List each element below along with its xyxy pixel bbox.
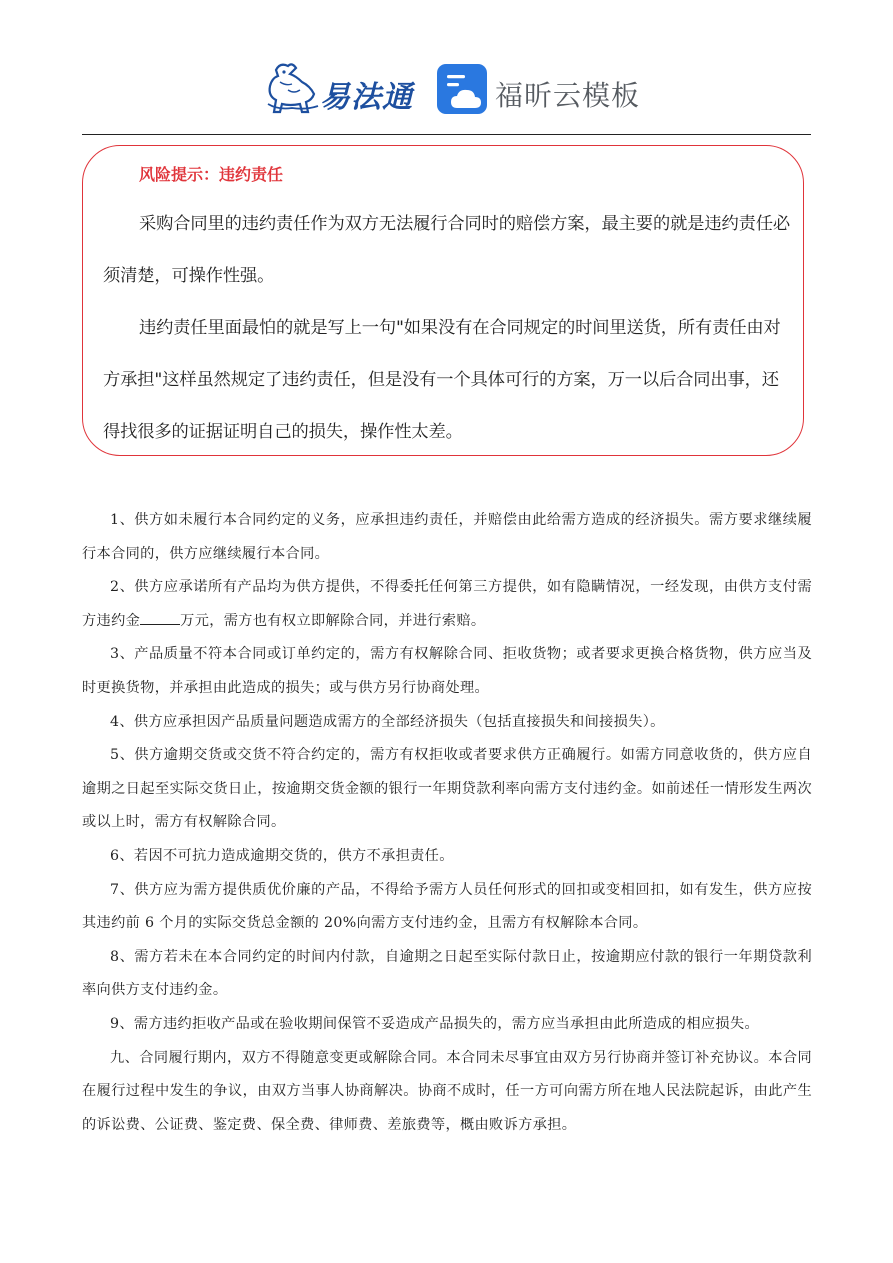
risk-paragraph: 采购合同里的违约责任作为双方无法履行合同时的赔偿方案，最主要的就是违约责任必须清楚，可操作性强。 (103, 214, 790, 286)
risk-paragraph: 违约责任里面最怕的就是写上一句"如果没有在合同规定的时间里送货，所有责任由对方承担"这样虽然规定了违约责任，但是没有一个具体可行的方案，万一以后合同出事，还得找很多的证据证明自己的损失，操作性太差。 (103, 318, 781, 442)
clause-text: 万元，需方也有权立即解除合同，并进行索赔。 (180, 612, 486, 629)
clause: 6、若因不可抗力造成逾期交货的，供方不承担责任。 (110, 847, 454, 864)
logo-text: 福昕云模板 (495, 79, 641, 112)
clause: 5、供方逾期交货或交货不符合约定的，需方有权拒收或者要求供方正确履行。如需方同意收货的，供方应自逾期之日起至实际交货日止，按逾期交货金额的银行一年期贷款利率向需方支付违约金。如前述任一情形发生两次或以上时，需方有权解除合同。 (82, 747, 812, 831)
clause (82, 571, 812, 638)
risk-title: 风险提示：违约责任 (139, 165, 284, 184)
cloud-doc-icon (437, 64, 487, 114)
clause-text: 2、供方应承诺所有产品均为供方提供，不得委托任何第三方提供，如有隐瞒情况，一经发现，由供方支付需方违约金 (82, 579, 812, 629)
logo-text: 易法通 (320, 80, 413, 115)
header-divider (82, 134, 811, 135)
fuxin-logo (437, 64, 647, 118)
page-header (0, 58, 893, 128)
clause: 7、供方应为需方提供质优价廉的产品，不得给予需方人员任何形式的回扣或变相回扣，如有发生，供方应按其违约前 6 个月的实际交货总金额的 20%向需方支付违约金，且需方有权解除本合同。 (82, 881, 812, 932)
clause: 9、需方违约拒收产品或在验收期间保管不妥造成产品损失的，需方应当承担由此所造成的相应损失。 (110, 1015, 760, 1032)
clause: 3、产品质量不符本合同或订单约定的，需方有权解除合同、拒收货物；或者要求更换合格货物，供方应当及时更换货物，并承担由此造成的损失；或与供方另行协商处理。 (82, 646, 812, 696)
clause: 8、需方若未在本合同约定的时间内付款，自逾期之日起至实际付款日止，按逾期应付款的银行一年期贷款利率向供方支付违约金。 (82, 948, 812, 999)
yifatong-logo (262, 60, 422, 118)
qilin-icon (262, 60, 322, 118)
risk-warning-box (82, 145, 804, 456)
clause: 1、供方如未履行本合同约定的义务，应承担违约责任，并赔偿由此给需方造成的经济损失。需方要求继续履行本合同的，供方应继续履行本合同。 (82, 512, 812, 562)
clause: 九、合同履行期内，双方不得随意变更或解除合同。本合同未尽事宜由双方另行协商并签订补充协议。本合同在履行过程中发生的争议，由双方当事人协商解决。协商不成时，任一方可向需方所在地人民法院起诉，由此产生的诉讼费、公证费、鉴定费、保全费、律师费、差旅费等，概由败诉方承担。 (82, 1049, 812, 1133)
fill-blank (140, 610, 180, 625)
clause: 4、供方应承担因产品质量问题造成需方的全部经济损失（包括直接损失和间接损失）。 (110, 713, 665, 730)
contract-clauses (82, 504, 812, 1142)
